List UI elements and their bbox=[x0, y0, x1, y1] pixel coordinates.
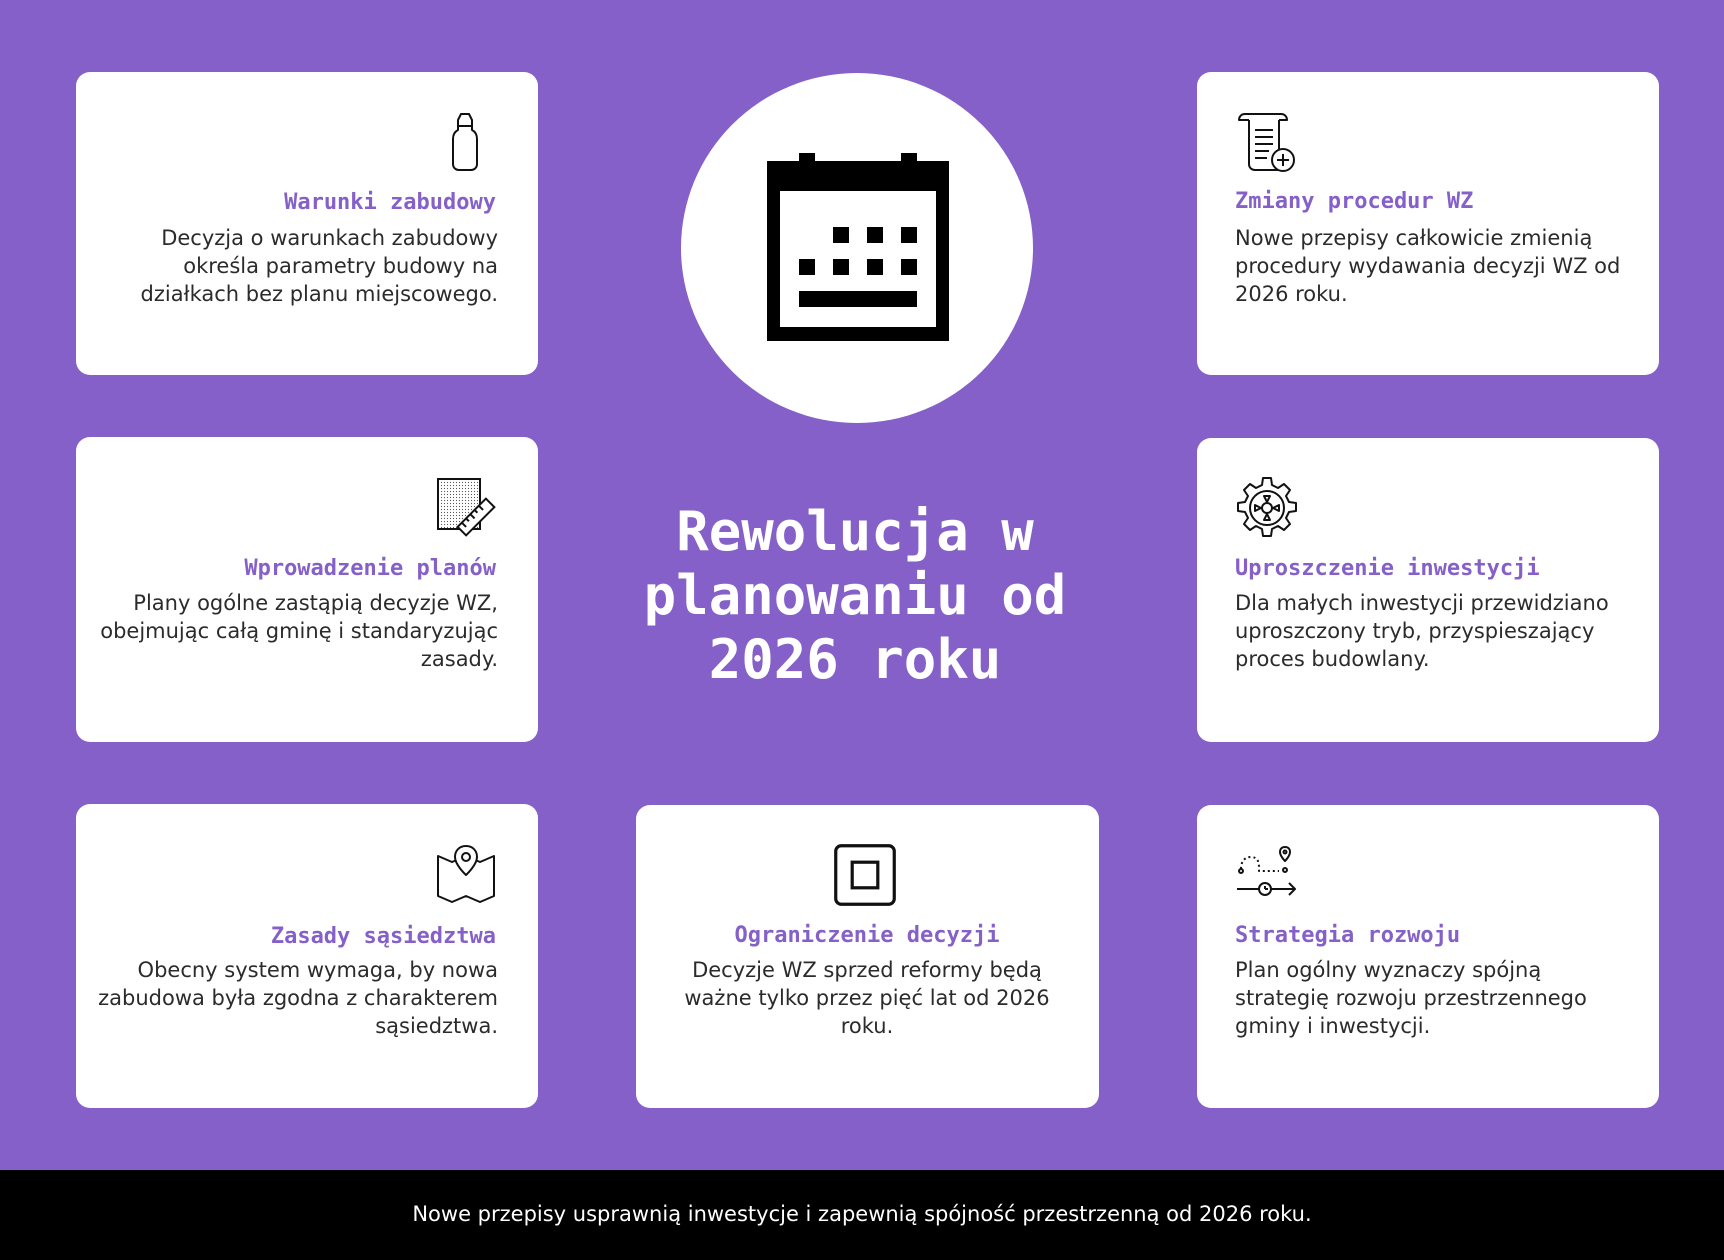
card-description: Plan ogólny wyznaczy spójną strategię rozwoju przestrzennego gminy i inwestycji. bbox=[1235, 958, 1587, 1038]
card-title: Zasady sąsiedztwa bbox=[270, 924, 496, 949]
card-wprowadzenie-planow bbox=[76, 437, 538, 742]
card-zmiany-procedur bbox=[1197, 72, 1659, 375]
card-uproszczenie-inwestycji bbox=[1197, 438, 1659, 742]
card-title: Warunki zabudowy bbox=[284, 190, 496, 215]
footer-text: Nowe przepisy usprawnią inwestycje i zapewnią spójność przestrzenną od 2026 roku. bbox=[412, 1202, 1312, 1226]
calendar-icon bbox=[767, 153, 949, 341]
route-icon bbox=[1235, 843, 1299, 907]
card-zasady-sasiedztwa bbox=[76, 804, 538, 1108]
card-title: Zmiany procedur WZ bbox=[1235, 189, 1474, 214]
card-ograniczenie-decyzji bbox=[636, 805, 1099, 1108]
footer-banner bbox=[0, 1170, 1724, 1260]
card-description: Nowe przepisy całkowicie zmienią procedury wydawania decyzji WZ od 2026 roku. bbox=[1235, 226, 1621, 306]
card-description: Decyzja o warunkach zabudowy określa parametry budowy na działkach bez planu miejscowego. bbox=[140, 226, 498, 306]
card-title: Wprowadzenie planów bbox=[244, 556, 496, 581]
card-title: Uproszczenie inwestycji bbox=[1235, 556, 1540, 581]
scroll-add-icon bbox=[1235, 110, 1299, 174]
card-description: Decyzje WZ sprzed reformy będą ważne tylko przez pięć lat od 2026 roku. bbox=[684, 958, 1050, 1038]
card-description: Plany ogólne zastąpią decyzje WZ, obejmując całą gminę i standaryzując zasady. bbox=[100, 591, 498, 671]
card-warunki-zabudowy bbox=[76, 72, 538, 375]
card-description: Obecny system wymaga, by nowa zabudowa była zgodna z charakterem sąsiedztwa. bbox=[98, 958, 498, 1038]
page-title: Rewolucja w planowaniu od 2026 roku bbox=[643, 500, 1067, 691]
calendar-badge bbox=[681, 73, 1033, 423]
plan-ruler-icon bbox=[434, 475, 498, 539]
card-title: Ograniczenie decyzji bbox=[734, 923, 1000, 948]
card-strategia-rozwoju bbox=[1197, 805, 1659, 1108]
gear-icon bbox=[1235, 476, 1299, 540]
map-pin-icon bbox=[434, 842, 498, 906]
card-description: Dla małych inwestycji przewidziano uproszczony tryb, przyspieszający proces budowlany. bbox=[1235, 591, 1609, 671]
square-stop-icon bbox=[833, 843, 897, 907]
bottle-icon bbox=[434, 110, 498, 174]
card-title: Strategia rozwoju bbox=[1235, 923, 1461, 948]
